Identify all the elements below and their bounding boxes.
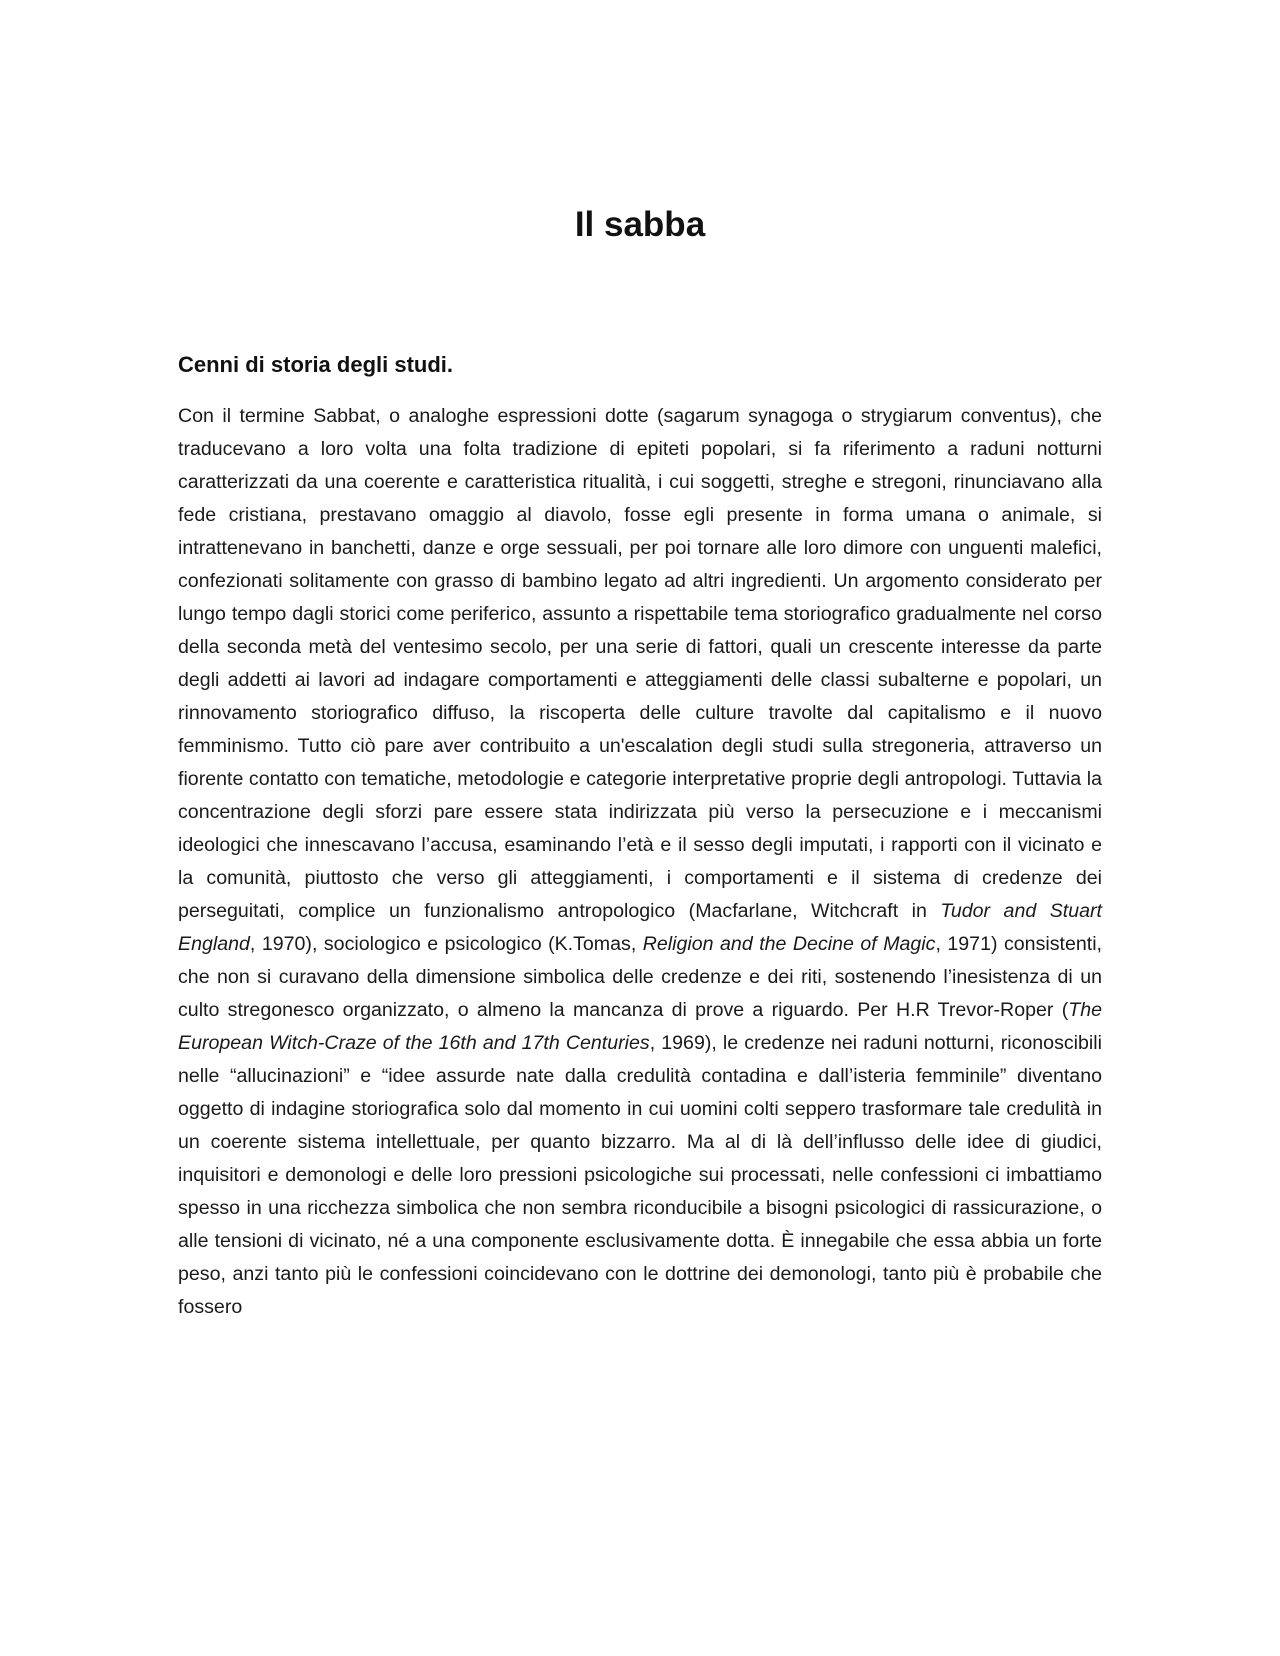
text-segment: , 1970), sociologico e psicologico (K.Tomas, bbox=[249, 933, 643, 955]
text-segment: , 1971) consistenti, che non si curavano della dimensione simbolica delle credenze e dei riti, sostenendo l’inesistenza di un culto stregonesco organizzato, o almeno la mancanza di prove a riguardo. Per H.R Trevor-Roper ( bbox=[178, 933, 1102, 1021]
body-paragraph bbox=[178, 400, 1102, 1324]
document-title: Il sabba bbox=[574, 205, 706, 244]
book-title-italic: Religion and the Decine of Magic bbox=[642, 933, 936, 955]
text-segment: , 1969), le credenze nei raduni notturni, riconoscibili nelle “allucinazioni” e “idee assurde nate dalla credulità contadina e dall’isteria femminile” diventano oggetto di indagine storiografica solo dal momento in cui uomini colti seppero trasformare tale credulità in un coerente sistema intellettuale, per quanto bizzarro. Ma al di là dell’influsso delle idee di giudici, inquisitori e demonologi e delle loro pressioni psicologiche sui processati, nelle confessioni ci imbattiamo spesso in una ricchezza simbolica che non sembra riconducibile a bisogni psicologici di rassicurazione, o alle tensioni di vicinato, né a una componente esclusivamente dotta. È innegabile che essa abbia un forte peso, anzi tanto più le confessioni coincidevano con le dottrine dei demonologi, tanto più è probabile che fossero bbox=[178, 1032, 1102, 1318]
text-segment: Con il termine Sabbat, o analoghe espressioni dotte (sagarum synagoga o strygiarum conventus), che traducevano a loro volta una folta tradizione di epiteti popolari, si fa riferimento a raduni notturni caratterizzati da una coerente e caratteristica ritualità, i cui soggetti, streghe e stregoni, rinunciavano alla fede cristiana, prestavano omaggio al diavolo, fosse egli presente in forma umana o animale, si intrattenevano in banchetti, danze e orge sessuali, per poi tornare alle loro dimore con unguenti malefici, confezionati solitamente con grasso di bambino legato ad altri ingredienti. Un argomento considerato per lungo tempo dagli storici come periferico, assunto a rispettabile tema storiografico gradualmente nel corso della seconda metà del ventesimo secolo, per una serie di fattori, quali un crescente interesse da parte degli addetti ai lavori ad indagare comportamenti e atteggiamenti delle classi subalterne e popolari, un rinnovamento storiografico diffuso, la riscoperta delle culture travolte dal capitalismo e il nuovo femminismo. Tutto ciò pare aver contribuito a un'escalation degli studi sulla stregoneria, attraverso un fiorente contatto con tematiche, metodologie e categorie interpretative proprie degli antropologi. Tuttavia la concentrazione degli sforzi pare essere stata indirizzata più verso la persecuzione e i meccanismi ideologici che innescavano l’accusa, esaminando l’età e il sesso degli imputati, i rapporti con il vicinato e la comunità, piuttosto che verso gli atteggiamenti, i comportamenti e il sistema di credenze dei perseguitati, complice un funzionalismo antropologico (Macfarlane, Witchcraft in bbox=[178, 405, 1102, 922]
section-heading: Cenni di storia degli studi. bbox=[178, 352, 454, 377]
book-title-italic: Tudor and Stuart England bbox=[178, 900, 1102, 955]
book-title-italic: The European Witch-Craze of the 16th and 17th Centuries bbox=[178, 999, 1102, 1054]
